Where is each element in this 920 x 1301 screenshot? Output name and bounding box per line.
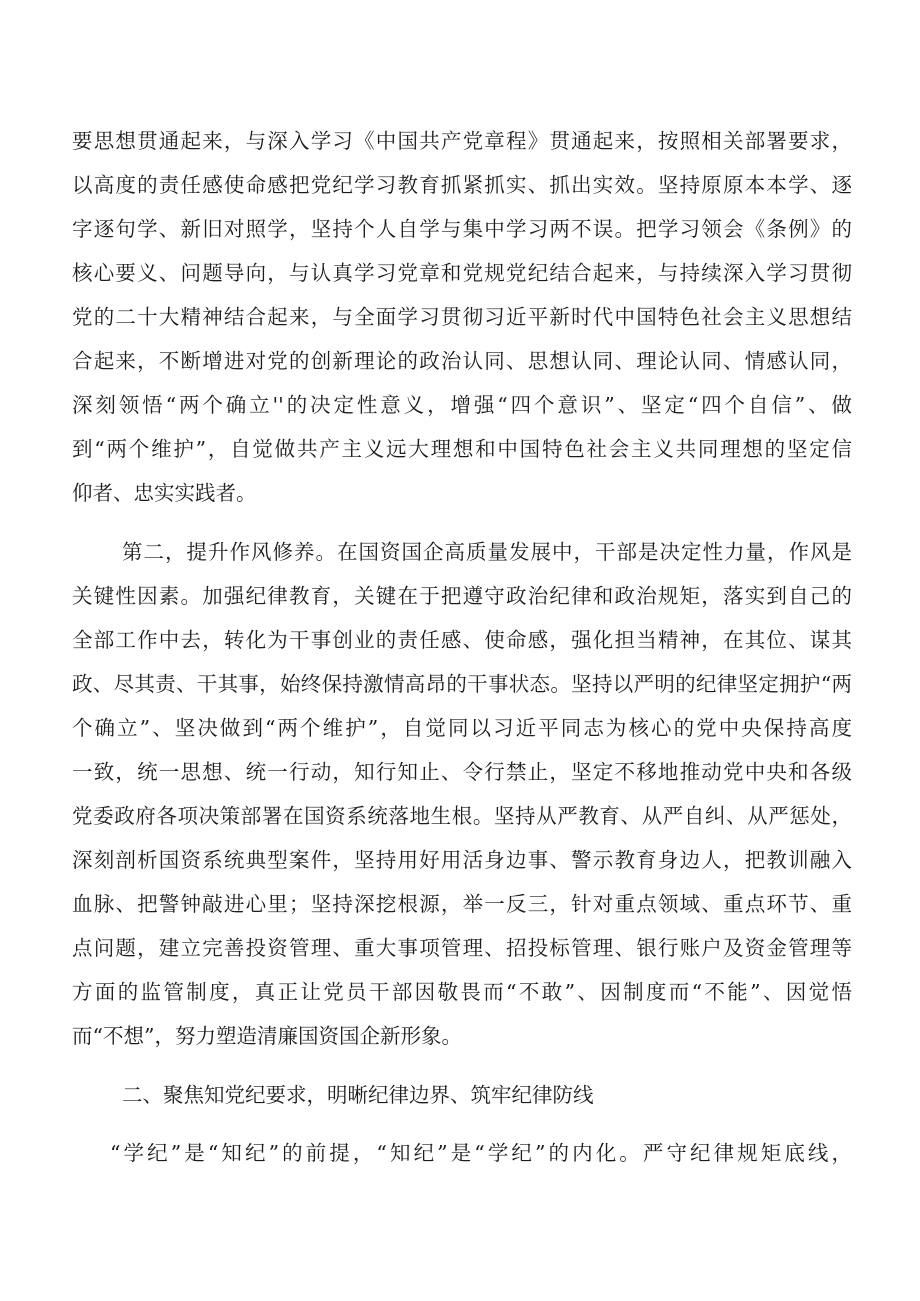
paragraph-2-line-12: 而“不想”，努力塑造清廉国资国企新形象。 bbox=[72, 1024, 462, 1048]
paragraph-1-line-9: 仰者、忠实实践者。 bbox=[72, 481, 257, 505]
paragraph-2-line-11: 方面的监管制度，真正让党员干部因敬畏而“不敢”、因制度而“不能”、因觉悟 bbox=[72, 980, 852, 1004]
paragraph-2-line-2: 关键性因素。加强纪律教育，关键在于把遵守政治纪律和政治规矩，落实到自己的 bbox=[72, 584, 852, 608]
paragraph-1-line-7: 深刻领悟“两个确立''的决定性意义，增强“四个意识”、坚定“四个自信”、做 bbox=[72, 393, 852, 417]
paragraph-3-line-1: “学纪”是“知纪”的前提，“知纪”是“学纪”的内化。严守纪律规矩底线， bbox=[110, 1141, 852, 1165]
paragraph-1-line-3: 字逐句学、新旧对照学，坚持个人自学与集中学习两不误。把学习领会《条例》的 bbox=[72, 217, 852, 241]
paragraph-1-line-4: 核心要义、问题导向，与认真学习党章和党规党纪结合起来，与持续深入学习贯彻 bbox=[72, 261, 852, 285]
section-heading-2: 二、聚焦知党纪要求，明晰纪律边界、筑牢纪律防线 bbox=[122, 1083, 594, 1107]
paragraph-1-line-2: 以高度的责任感使命感把党纪学习教育抓紧抓实、抓出实效。坚持原原本本学、逐 bbox=[72, 173, 852, 197]
paragraph-2-line-9: 血脉、把警钟敲进心里；坚持深挖根源，举一反三，针对重点领域、重点环节、重 bbox=[72, 892, 852, 916]
paragraph-1-line-1: 要思想贯通起来，与深入学习《中国共产党章程》贯通起来，按照相关部署要求， bbox=[72, 129, 852, 153]
paragraph-2-line-1: 第二，提升作风修养。在国资国企高质量发展中，干部是决定性力量，作风是 bbox=[122, 540, 852, 564]
paragraph-2-line-4: 政、尽其责、干其事，始终保持激情高昂的干事状态。坚持以严明的纪律坚定拥护“两 bbox=[72, 672, 852, 696]
paragraph-1-line-6: 合起来，不断增进对党的创新理论的政治认同、思想认同、理论认同、情感认同， bbox=[72, 349, 852, 373]
paragraph-1-line-8: 到“两个维护”，自觉做共产主义远大理想和中国特色社会主义共同理想的坚定信 bbox=[72, 437, 852, 461]
paragraph-1-line-5: 党的二十大精神结合起来，与全面学习贯彻习近平新时代中国特色社会主义思想结 bbox=[72, 305, 852, 329]
paragraph-2-line-7: 党委政府各项决策部署在国资系统落地生根。坚持从严教育、从严自纠、从严惩处， bbox=[72, 804, 852, 828]
paragraph-2-line-6: 一致，统一思想、统一行动，知行知止、令行禁止，坚定不移地推动党中央和各级 bbox=[72, 760, 852, 784]
paragraph-2-line-5: 个确立”、坚决做到“两个维护”，自觉同以习近平同志为核心的党中央保持高度 bbox=[72, 716, 852, 740]
paragraph-2-line-3: 全部工作中去，转化为干事创业的责任感、使命感，强化担当精神，在其位、谋其 bbox=[72, 628, 852, 652]
paragraph-2-line-8: 深刻剖析国资系统典型案件，坚持用好用活身边事、警示教育身边人，把教训融入 bbox=[72, 848, 852, 872]
paragraph-2-line-10: 点问题，建立完善投资管理、重大事项管理、招投标管理、银行账户及资金管理等 bbox=[72, 936, 852, 960]
